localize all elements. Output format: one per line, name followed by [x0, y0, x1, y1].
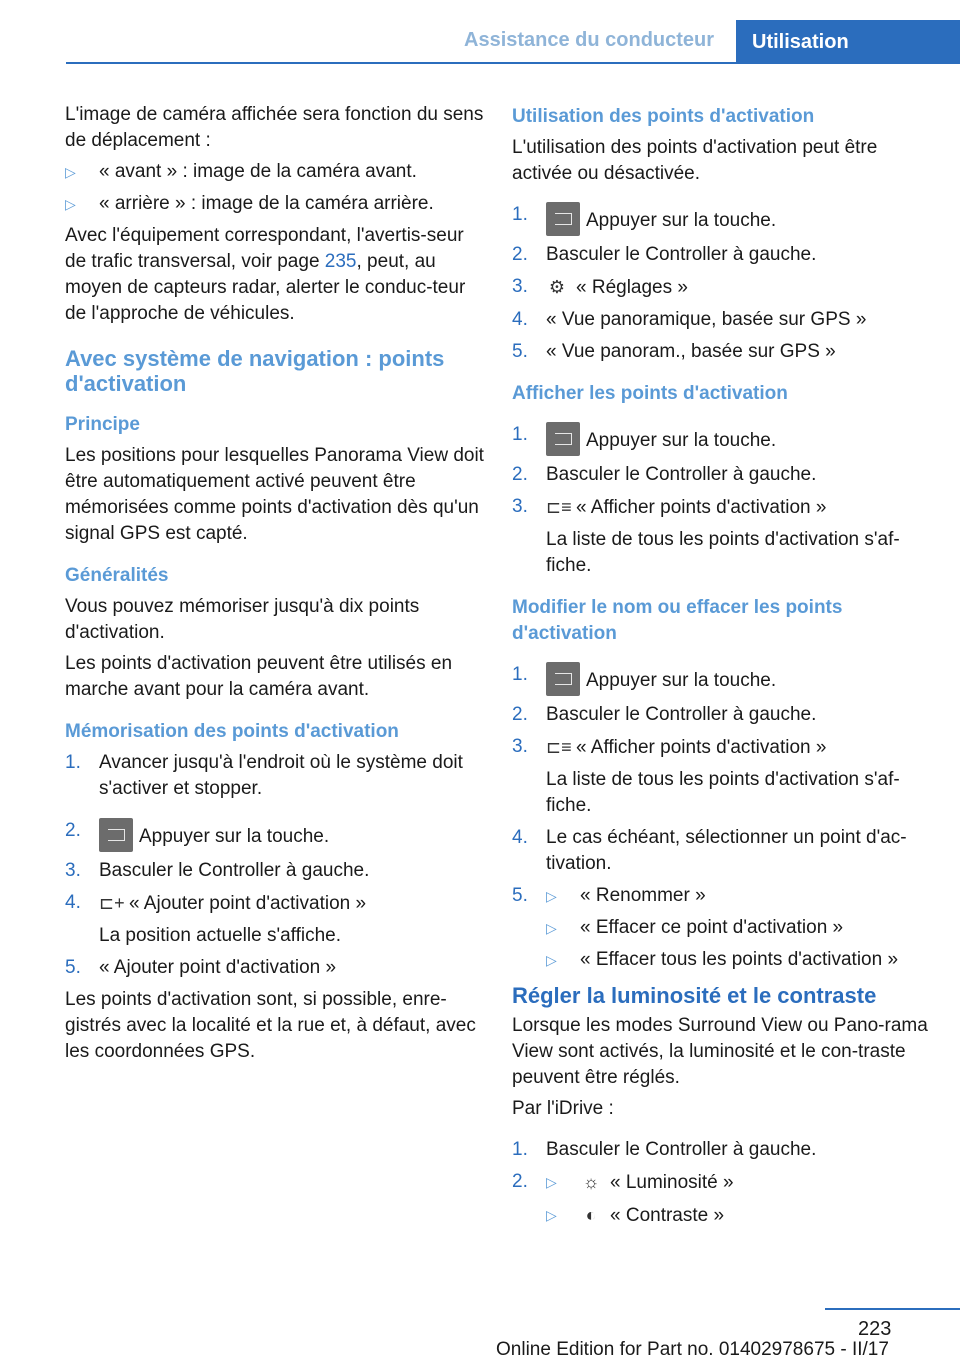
bullet-triangle-icon: ▷: [546, 1174, 557, 1190]
use-text: L'utilisation des points d'activation peut être activée ou désactivée.: [512, 137, 878, 184]
generalites-text-1: Vous pouvez mémoriser jusqu'à dix points d'activation.: [65, 596, 420, 643]
list-item: 3. ⊏≡ « Afficher points d'activation »: [512, 496, 827, 518]
intro-text: L'image de caméra affichée sera fonction du sens de déplacement :: [65, 104, 484, 151]
settings-gear-icon: ⚙: [548, 277, 566, 297]
section-heading: Avec système de navigation : points d'activation: [65, 346, 445, 396]
bullet-triangle-icon: ▷: [65, 164, 76, 180]
list-item: 1. Appuyer sur la touche.: [512, 202, 932, 236]
camera-button-icon: [546, 662, 580, 696]
activation-points-list-icon: ⊏≡: [546, 737, 572, 757]
generalites-text-2: Les points d'activation peuvent être utilisés en marche avant pour la caméra avant.: [65, 653, 453, 700]
add-activation-point-icon: ⊏+: [99, 893, 125, 913]
brightness-text: Lorsque les modes Surround View ou Pano-rama View sont activés, la luminosité et le con-traste peuvent être réglés.: [512, 1015, 928, 1088]
memorisation-heading: Mémorisation des points d'activation: [65, 721, 399, 742]
list-item: ▷ « avant » : image de la caméra avant.: [65, 159, 485, 185]
list-item: 1. Avancer jusqu'à l'endroit où le système doit s'activer et stopper.: [65, 752, 463, 799]
list-item: 4. ⊏+ « Ajouter point d'activation »: [65, 892, 367, 914]
contrast-icon: ◐: [585, 1205, 597, 1225]
list-item: 5. ▷ « Renommer »: [512, 883, 932, 909]
list-item: 4. Le cas échéant, sélectionner un point d'ac-tivation.: [512, 827, 907, 874]
camera-button-icon: [546, 422, 580, 456]
equipment-text: Avec l'équipement correspondant, l'avertis-seur de trafic transversal, voir page 235, peut, au moyen de capteurs radar, alerter le conduc-teur de l'approche de véhicules.: [65, 225, 466, 324]
memo-end-text: Les points d'activation sont, si possible, enre-gistrés avec la localité et la rue et, à défaut, avec les coordonnées GPS.: [65, 989, 476, 1062]
camera-button-icon: [99, 818, 133, 852]
list-item: ▷ « Effacer ce point d'activation »: [512, 915, 932, 941]
list-item: ▷ ◐ « Contraste »: [512, 1202, 932, 1229]
header-section: Assistance du conducteur: [464, 29, 715, 51]
step-note: La position actuelle s'affiche.: [99, 925, 341, 946]
step-note: La liste de tous les points d'activation s'af-fiche.: [546, 529, 900, 576]
list-item: 1. Basculer le Controller à gauche.: [512, 1139, 817, 1160]
principe-text: Les positions pour lesquelles Panorama View doit être automatiquement activé peuvent être mémorisées comme points d'activation dès qu'un signal GPS est capté.: [65, 445, 484, 544]
modify-heading: Modifier le nom ou effacer les points d'activation: [512, 597, 843, 644]
bullet-triangle-icon: ▷: [546, 1207, 557, 1223]
show-heading: Afficher les points d'activation: [512, 383, 788, 404]
list-item: 4. « Vue panoramique, basée sur GPS »: [512, 309, 867, 330]
page-number: 223: [858, 1318, 892, 1340]
camera-button-icon: [546, 202, 580, 236]
page-link[interactable]: 235: [324, 251, 357, 272]
left-column: [65, 102, 485, 1070]
list-item: ▷ « arrière » : image de la caméra arrière.: [65, 191, 485, 217]
list-item: 1. Appuyer sur la touche.: [512, 422, 932, 456]
list-item: 2. Basculer le Controller à gauche.: [512, 464, 817, 485]
page-number-rule: [825, 1308, 960, 1310]
list-item: 3. Basculer le Controller à gauche.: [65, 860, 370, 881]
list-item: 2. Basculer le Controller à gauche.: [512, 704, 817, 725]
list-item: 5. « Vue panoram., basée sur GPS »: [512, 341, 836, 362]
header-chapter-tab[interactable]: Utilisation: [736, 20, 960, 62]
list-item: 3. ⚙ « Réglages »: [512, 276, 688, 298]
brightness-heading: Régler la luminosité et le contraste: [512, 983, 877, 1008]
list-item: 5. « Ajouter point d'activation »: [65, 957, 337, 978]
bullet-triangle-icon: ▷: [546, 888, 557, 904]
use-heading: Utilisation des points d'activation: [512, 106, 815, 127]
generalites-heading: Généralités: [65, 565, 169, 586]
bullet-triangle-icon: ▷: [65, 196, 76, 212]
activation-points-list-icon: ⊏≡: [546, 497, 572, 517]
right-column: [512, 102, 932, 1235]
list-item: ▷ « Effacer tous les points d'activation »: [512, 947, 932, 973]
list-item: 2. Appuyer sur la touche.: [65, 818, 485, 852]
header-rule: [66, 62, 960, 64]
edition-footer: Online Edition for Part no. 01402978675 - II/17: [496, 1339, 889, 1360]
list-item: 3. ⊏≡ « Afficher points d'activation »: [512, 736, 827, 758]
step-note: La liste de tous les points d'activation s'af-fiche.: [546, 769, 900, 816]
list-item: 2. Basculer le Controller à gauche.: [512, 244, 817, 265]
bullet-triangle-icon: ▷: [546, 920, 557, 936]
list-item: 1. Appuyer sur la touche.: [512, 662, 932, 696]
idrive-text: Par l'iDrive :: [512, 1098, 614, 1119]
brightness-sun-icon: ☼: [582, 1172, 600, 1192]
bullet-triangle-icon: ▷: [546, 952, 557, 968]
list-item: 2. ▷ ☼ « Luminosité »: [512, 1169, 932, 1196]
principe-heading: Principe: [65, 414, 140, 435]
